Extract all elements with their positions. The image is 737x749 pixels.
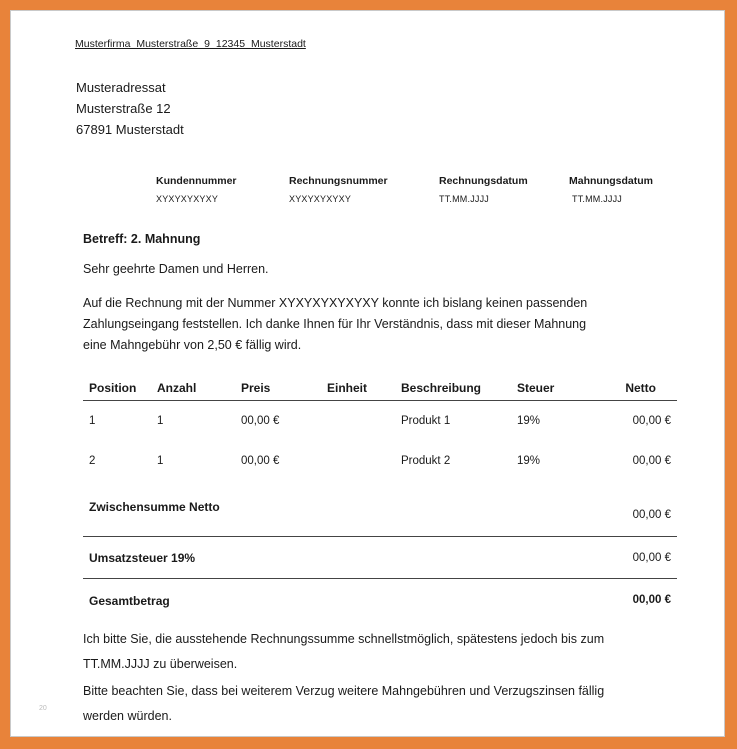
row2-position: 2 — [89, 455, 96, 467]
header-einheit: Einheit — [327, 381, 368, 395]
header-anzahl: Anzahl — [157, 381, 197, 395]
invoice-number-value: XYXYXYXYXY — [289, 194, 352, 204]
reminder-date-value: TT.MM.JJJJ — [572, 194, 622, 204]
recipient-street: Musterstraße 12 — [76, 101, 171, 116]
paragraph-line: Zahlungseingang feststellen. Ich danke Ihnen für Ihr Verständnis, dass mit dieser Mahnung — [83, 317, 587, 331]
header-steuer: Steuer — [517, 381, 555, 395]
customer-number-label: Kundennummer — [156, 175, 237, 187]
subtotal-label: Zwischensumme Netto — [89, 500, 220, 514]
invoice-number-label: Rechnungsnummer — [289, 175, 388, 187]
paragraph-line: eine Mahngebühr von 2,50 € fällig wird. — [83, 338, 302, 352]
total-value: 00,00 € — [632, 594, 671, 606]
row2-steuer: 19% — [517, 455, 541, 467]
invoice-date-value: TT.MM.JJJJ — [439, 194, 489, 204]
page-number: 20 — [39, 705, 47, 712]
row2-beschreibung: Produkt 2 — [401, 455, 451, 467]
invoice-date-label: Rechnungsdatum — [439, 175, 528, 187]
total-label: Gesamtbetrag — [89, 594, 170, 608]
closing-line: Bitte beachten Sie, dass bei weiterem Verzug weitere Mahngebühren und Verzugszinsen fällig — [83, 684, 605, 698]
subtotal-divider — [83, 536, 677, 537]
row1-anzahl: 1 — [157, 415, 164, 427]
letter-page — [10, 10, 725, 737]
row2-preis: 00,00 € — [241, 455, 280, 467]
sender-line: Musterfirma Musterstraße 9 12345 Musterstadt — [75, 38, 306, 50]
subject-line: Betreff: 2. Mahnung — [83, 232, 201, 246]
vat-divider — [83, 578, 677, 579]
closing-line: TT.MM.JJJJ zu überweisen. — [83, 657, 238, 671]
row1-position: 1 — [89, 415, 96, 427]
row1-netto: 00,00 € — [632, 415, 671, 427]
salutation: Sehr geehrte Damen und Herren. — [83, 262, 269, 276]
closing-line: Ich bitte Sie, die ausstehende Rechnungssumme schnellstmöglich, spätestens jedoch bis zum — [83, 632, 605, 646]
paragraph-line: Auf die Rechnung mit der Nummer XYXYXYXYXYXY konnte ich bislang keinen passenden — [83, 296, 588, 310]
header-divider — [83, 400, 677, 401]
header-preis: Preis — [241, 381, 271, 395]
closing-line: werden würden. — [83, 709, 172, 723]
subtotal-value: 00,00 € — [632, 509, 671, 521]
row2-anzahl: 1 — [157, 455, 164, 467]
row1-beschreibung: Produkt 1 — [401, 415, 451, 427]
intro-paragraph — [83, 293, 587, 356]
customer-number-value: XYXYXYXYXY — [156, 194, 219, 204]
recipient-name: Musteradressat — [76, 80, 166, 95]
row1-steuer: 19% — [517, 415, 541, 427]
header-position: Position — [89, 381, 137, 395]
vat-label: Umsatzsteuer 19% — [89, 551, 196, 565]
header-beschreibung: Beschreibung — [401, 381, 482, 395]
reminder-date-label: Mahnungsdatum — [569, 175, 653, 187]
recipient-city: 67891 Musterstadt — [76, 122, 184, 137]
row2-netto: 00,00 € — [632, 455, 671, 467]
recipient-address — [76, 77, 184, 140]
header-netto: Netto — [625, 381, 656, 395]
vat-value: 00,00 € — [632, 552, 671, 564]
row1-preis: 00,00 € — [241, 415, 280, 427]
